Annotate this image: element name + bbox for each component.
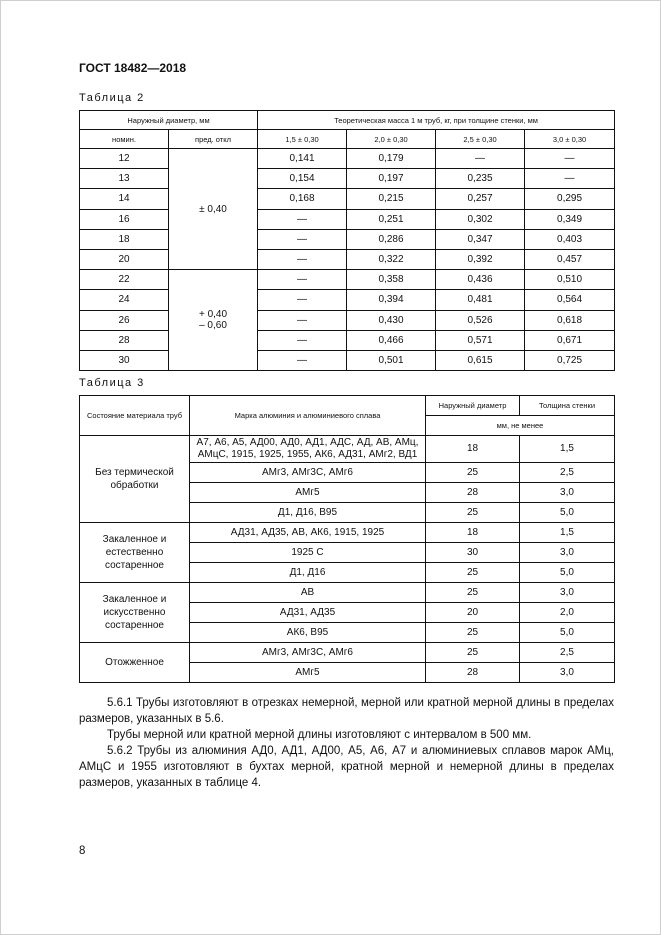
document-header: ГОСТ 18482—2018 <box>79 61 187 75</box>
paragraph-text: 5.6.2 Трубы из алюминия АД0, АД1, АД00, А5, А6, А7 и алюминиевых сплавов марок АМц, АМцС и 1955 изготовляют в бухтах мерной, кратной мерной и немерной длины в пределах размеров, указанных в таблице 4. <box>79 745 614 789</box>
nominal-diameter-cell: 14 <box>80 189 169 209</box>
wall-thickness-cell: 3,0 <box>520 663 615 683</box>
mass-cell: — <box>258 330 347 350</box>
mass-cell: 0,615 <box>436 350 525 370</box>
wall-thickness-cell: 3,0 <box>520 583 615 603</box>
nominal-diameter-cell: 18 <box>80 229 169 249</box>
mass-cell: 0,725 <box>525 350 615 370</box>
grade-cell: АМг3, АМг3С, АМг6 <box>190 643 426 663</box>
table-row <box>80 169 615 189</box>
table-row <box>80 270 615 290</box>
paragraph-interval <box>79 727 614 743</box>
outer-diameter-cell: 30 <box>426 543 520 563</box>
mass-cell: 0,466 <box>347 330 436 350</box>
tolerance-cell: ± 0,40 <box>169 149 258 270</box>
table3-caption: Таблица 3 <box>79 377 145 389</box>
outer-diameter-cell: 28 <box>426 663 520 683</box>
grade-cell: А7, А6, А5, АД00, АД0, АД1, АДС, АД, АВ, АМц, АМцС, 1915, 1925, 1955, АК6, АД31, АМг2, ВД1 <box>190 436 426 463</box>
mass-cell: 0,618 <box>525 310 615 330</box>
outer-diameter-cell: 25 <box>426 623 520 643</box>
mass-cell: 0,501 <box>347 350 436 370</box>
outer-diameter-cell: 18 <box>426 523 520 543</box>
material-state-cell: Закаленное и искусственно состаренное <box>80 583 190 643</box>
table-row <box>80 583 615 603</box>
outer-diameter-cell: 18 <box>426 436 520 463</box>
mass-cell: 0,392 <box>436 249 525 269</box>
wall-thickness-cell: 1,5 <box>520 523 615 543</box>
grade-cell: Д1, Д16 <box>190 563 426 583</box>
mass-cell: 0,564 <box>525 290 615 310</box>
nominal-diameter-cell: 22 <box>80 270 169 290</box>
outer-diameter-cell: 20 <box>426 603 520 623</box>
grade-cell: АВ <box>190 583 426 603</box>
table-row <box>80 350 615 370</box>
outer-diameter-cell: 25 <box>426 643 520 663</box>
table2-header-wall: 3,0 ± 0,30 <box>525 130 615 149</box>
nominal-diameter-cell: 28 <box>80 330 169 350</box>
table2-header-wall: 2,0 ± 0,30 <box>347 130 436 149</box>
mass-cell: 0,286 <box>347 229 436 249</box>
wall-thickness-cell: 1,5 <box>520 436 615 463</box>
mass-cell: 0,154 <box>258 169 347 189</box>
table3-header-unit: мм, не менее <box>426 416 615 436</box>
table-row <box>80 330 615 350</box>
mass-cell: — <box>525 149 615 169</box>
mass-cell: 0,526 <box>436 310 525 330</box>
wall-thickness-cell: 3,0 <box>520 543 615 563</box>
outer-diameter-cell: 25 <box>426 503 520 523</box>
wall-thickness-cell: 5,0 <box>520 503 615 523</box>
wall-thickness-cell: 2,5 <box>520 643 615 663</box>
table-row <box>80 189 615 209</box>
table2-header-nominal: номин. <box>80 130 169 149</box>
table2 <box>79 110 615 371</box>
mass-cell: 0,168 <box>258 189 347 209</box>
wall-thickness-cell: 3,0 <box>520 483 615 503</box>
material-state-cell: Закаленное и естественно состаренное <box>80 523 190 583</box>
nominal-diameter-cell: 30 <box>80 350 169 370</box>
wall-thickness-cell: 5,0 <box>520 563 615 583</box>
tolerance-cell <box>169 270 258 371</box>
grade-cell: АД31, АД35, АВ, АК6, 1915, 1925 <box>190 523 426 543</box>
mass-cell: 0,251 <box>347 209 436 229</box>
table2-header-wall: 1,5 ± 0,30 <box>258 130 347 149</box>
grade-cell: АК6, В95 <box>190 623 426 643</box>
table2-caption: Таблица 2 <box>79 92 145 104</box>
mass-cell: 0,215 <box>347 189 436 209</box>
table3-header-wall: Толщина стенки <box>520 396 615 416</box>
mass-cell: 0,302 <box>436 209 525 229</box>
mass-cell: 0,394 <box>347 290 436 310</box>
grade-cell: АМг5 <box>190 663 426 683</box>
nominal-diameter-cell: 16 <box>80 209 169 229</box>
mass-cell: 0,141 <box>258 149 347 169</box>
nominal-diameter-cell: 24 <box>80 290 169 310</box>
table-row <box>80 290 615 310</box>
table-row <box>80 149 615 169</box>
table3 <box>79 395 615 683</box>
mass-cell: 0,349 <box>525 209 615 229</box>
nominal-diameter-cell: 12 <box>80 149 169 169</box>
grade-cell: АМг3, АМг3С, АМг6 <box>190 463 426 483</box>
table-row <box>80 249 615 269</box>
mass-cell: 0,235 <box>436 169 525 189</box>
mass-cell: — <box>258 270 347 290</box>
grade-cell: АМг5 <box>190 483 426 503</box>
table3-header-grade: Марка алюминия и алюминиевого сплава <box>190 396 426 436</box>
table2-header-outer-diameter: Наружный диаметр, мм <box>80 111 258 130</box>
nominal-diameter-cell: 13 <box>80 169 169 189</box>
mass-cell: 0,571 <box>436 330 525 350</box>
outer-diameter-cell: 28 <box>426 483 520 503</box>
wall-thickness-cell: 5,0 <box>520 623 615 643</box>
table2-header-theoretical-mass: Теоретическая масса 1 м труб, кг, при толщине стенки, мм <box>258 111 615 130</box>
tolerance-line: – 0,60 <box>199 320 227 332</box>
table2-header-tolerance: пред. откл <box>169 130 258 149</box>
table3-header-state: Состояние материала труб <box>80 396 190 436</box>
page-number: 8 <box>79 845 86 857</box>
mass-cell: 0,179 <box>347 149 436 169</box>
grade-cell: 1925 С <box>190 543 426 563</box>
grade-cell: Д1, Д16, В95 <box>190 503 426 523</box>
outer-diameter-cell: 25 <box>426 463 520 483</box>
table-row <box>80 643 615 663</box>
nominal-diameter-cell: 26 <box>80 310 169 330</box>
mass-cell: 0,430 <box>347 310 436 330</box>
mass-cell: — <box>258 290 347 310</box>
mass-cell: — <box>258 249 347 269</box>
wall-thickness-cell: 2,5 <box>520 463 615 483</box>
mass-cell: 0,322 <box>347 249 436 269</box>
nominal-diameter-cell: 20 <box>80 249 169 269</box>
mass-cell: 0,347 <box>436 229 525 249</box>
mass-cell: 0,197 <box>347 169 436 189</box>
grade-cell: АД31, АД35 <box>190 603 426 623</box>
tolerance-line: + 0,40 <box>198 309 228 321</box>
table3-header-outer-diameter: Наружный диаметр <box>426 396 520 416</box>
table-row <box>80 436 615 463</box>
mass-cell: 0,403 <box>525 229 615 249</box>
material-state-cell: Отожженное <box>80 643 190 683</box>
paragraph-5-6-2 <box>79 743 614 791</box>
mass-cell: 0,510 <box>525 270 615 290</box>
mass-cell: — <box>525 169 615 189</box>
wall-thickness-cell: 2,0 <box>520 603 615 623</box>
mass-cell: 0,295 <box>525 189 615 209</box>
mass-cell: 0,481 <box>436 290 525 310</box>
material-state-cell: Без термической обработки <box>80 436 190 523</box>
table-row <box>80 229 615 249</box>
table-row <box>80 209 615 229</box>
table-row <box>80 310 615 330</box>
mass-cell: — <box>258 350 347 370</box>
mass-cell: — <box>258 310 347 330</box>
table-row <box>80 523 615 543</box>
mass-cell: — <box>258 229 347 249</box>
paragraph-5-6-1 <box>79 695 614 727</box>
mass-cell: 0,257 <box>436 189 525 209</box>
outer-diameter-cell: 25 <box>426 563 520 583</box>
table2-header-wall: 2,5 ± 0,30 <box>436 130 525 149</box>
mass-cell: 0,358 <box>347 270 436 290</box>
mass-cell: — <box>258 209 347 229</box>
mass-cell: 0,671 <box>525 330 615 350</box>
mass-cell: 0,436 <box>436 270 525 290</box>
paragraph-text: Трубы мерной или кратной мерной длины изготовляют с интервалом в 500 мм. <box>107 729 532 741</box>
outer-diameter-cell: 25 <box>426 583 520 603</box>
paragraph-text: 5.6.1 Трубы изготовляют в отрезках немерной, мерной или кратной мерной длины в пределах размеров, указанных в 5.6. <box>79 697 614 725</box>
mass-cell: — <box>436 149 525 169</box>
mass-cell: 0,457 <box>525 249 615 269</box>
